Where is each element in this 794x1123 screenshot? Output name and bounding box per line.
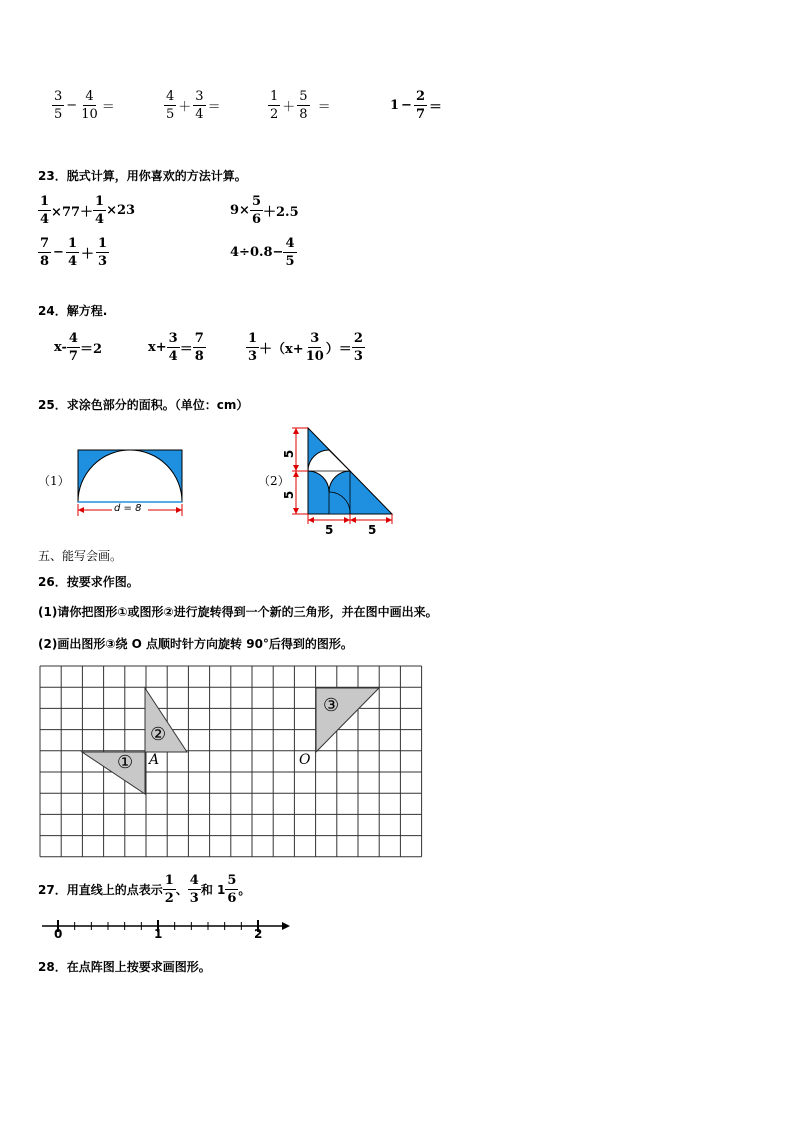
q25-fig2-dim-left-top: 5: [282, 449, 297, 459]
q27-tick-2: 2: [254, 927, 263, 941]
q26-title: 26．按要求作图。: [38, 575, 139, 589]
shape-1: [82, 752, 145, 794]
q25-fig1-dimension: d = 8: [114, 503, 142, 514]
q25-fig2-dim-bottom-right: 5: [368, 523, 377, 537]
q27-tick-0: 0: [54, 927, 63, 941]
q26-part-1: (1)请你把图形①或图形②进行旋转得到一个新的三角形，并在图中画出来。: [38, 605, 438, 619]
q26-grid: [38, 664, 426, 860]
q26-label-3: ③: [323, 695, 340, 716]
q23-expr-3: $\frac{7}{8}$ − $\frac{1}{4}$ ＋ $\frac{1}{3}$: [40, 236, 108, 269]
q22-expr-4: 1 − $\frac{2}{7}$ ＝: [390, 89, 443, 122]
q27-tick-1: 1: [154, 927, 163, 941]
q23-title: 23．脱式计算，用你喜欢的方法计算。: [38, 169, 247, 183]
q24-eq-3: $\frac{1}{3}$ ＋（x+ $\frac{3}{10}$ ）＝ $\frac{2}{3}$: [248, 331, 363, 364]
q24-eq-1: x- $\frac{4}{7}$ ＝2: [54, 331, 103, 364]
q24-eq-2: x+ $\frac{3}{4}$ ＝ $\frac{7}{8}$: [148, 331, 204, 364]
q28-title: 28．在点阵图上按要求画图形。: [38, 960, 211, 974]
q26-point-a: A: [149, 752, 160, 768]
section-5-title: 五、能写会画。: [38, 549, 123, 563]
q25-fig2: [286, 424, 398, 540]
q26-label-1: ①: [117, 752, 134, 773]
q22-expr-3: $\frac{1}{2}$ ＋ $\frac{5}{8}$ ＝: [270, 89, 331, 122]
q23-expr-2: 9× $\frac{5}{6}$ ＋2.5: [230, 194, 299, 227]
q25-fig1-label: （1）: [38, 474, 70, 488]
q25-fig2-label: （2）: [258, 474, 290, 488]
q23-expr-4: 4÷0.8− $\frac{4}{5}$: [230, 236, 295, 269]
q23-expr-1: $\frac{1}{4}$ ×77＋ $\frac{1}{4}$ ×23: [40, 194, 136, 227]
q25-fig2-dim-bottom-left: 5: [325, 523, 334, 537]
q26-part-2: (2)画出图形③绕 O 点顺时针方向旋转 90°后得到的图形。: [38, 637, 353, 651]
q22-expr-1: $\frac{3}{5}$ − $\frac{4}{10}$ ＝: [54, 89, 115, 122]
q26-point-o: O: [299, 752, 311, 768]
q22-expr-2: $\frac{4}{5}$ ＋ $\frac{3}{4}$ ＝: [166, 89, 221, 122]
q25-fig2-dim-left-bottom: 5: [282, 490, 297, 500]
q25-title: 25．求涂色部分的面积。（单位：cm）: [38, 398, 249, 412]
q24-title: 24．解方程.: [38, 304, 108, 318]
q26-label-2: ②: [150, 724, 167, 745]
q27-title: 27．用直线上的点表示 $\frac{1}{2}$ 、 $\frac{4}{3}$ 和 1 $\frac{5}{6}$ 。: [38, 873, 251, 906]
